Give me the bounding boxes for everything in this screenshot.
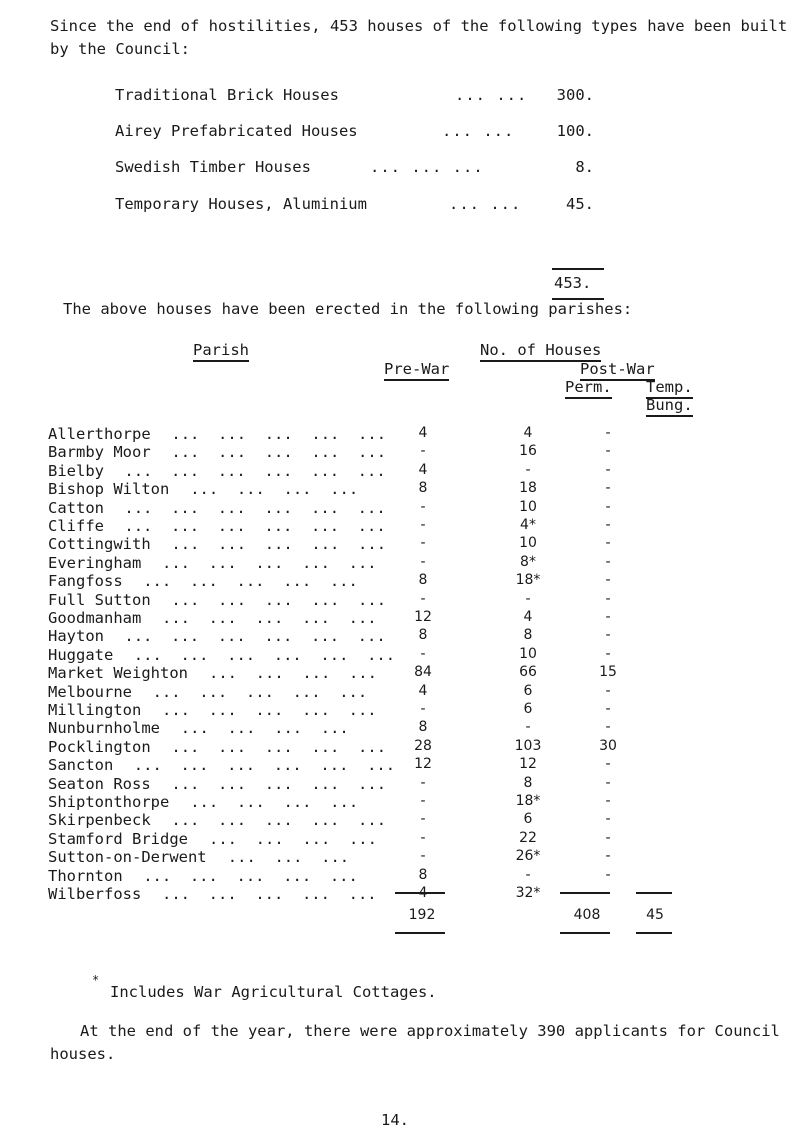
leader-dots: ... ... ... ... ... ... (124, 517, 386, 535)
parish-name: Catton (48, 498, 104, 517)
parish-name: Huggate (48, 645, 114, 664)
pre-war-count: 84 (414, 664, 432, 681)
post-war-perm-count: 103 (514, 737, 542, 754)
pre-war-count: 8 (418, 719, 428, 736)
post-war-perm-count: 18* (515, 572, 541, 589)
pre-war-count: 4 (418, 425, 428, 441)
pre-war-count: - (420, 701, 426, 717)
post-war-perm-count: 26* (515, 848, 541, 865)
parish-name: Thornton (48, 866, 123, 885)
pre-war-count: 12 (414, 609, 432, 625)
parish-row (48, 462, 748, 480)
house-type-value: 8. (575, 158, 594, 176)
parish-row (48, 848, 748, 866)
parish-row (48, 609, 748, 627)
parish-row (48, 572, 748, 590)
post-war-perm-count: 10 (519, 535, 537, 552)
parish-row (48, 517, 748, 535)
pre-war-count: 8 (418, 627, 428, 644)
parish-name: Sancton (48, 756, 114, 775)
leader-dots: ... ... ... ... ... ... (124, 461, 386, 480)
pre-war-count: - (420, 793, 426, 809)
col-header-temp (646, 378, 693, 396)
parishes-intro: The above houses have been erected in the following parishes: (63, 300, 633, 318)
post-war-perm-count: 6 (523, 811, 533, 828)
parish-row (48, 554, 748, 572)
leader-dots: ... ... ... ... ... (143, 866, 358, 885)
post-war-perm-count: 66 (519, 664, 537, 681)
post-war-perm-count: 18* (515, 793, 541, 809)
house-type-label: Swedish Timber Houses (115, 158, 311, 176)
col-header-perm (565, 378, 612, 396)
house-type-row (115, 122, 594, 144)
page-number: 14. (381, 1111, 409, 1129)
totals-rule-perm-top (560, 892, 610, 894)
footnote: Includes War Agricultural Cottages. (110, 983, 437, 1001)
post-war-temp-count: - (605, 811, 611, 828)
post-war-perm-count: 32* (515, 885, 541, 901)
post-war-temp-count: 30 (599, 737, 617, 754)
house-type-row (115, 195, 594, 217)
post-war-temp-count: - (605, 535, 611, 552)
parish-name: Cottingwith (48, 535, 151, 554)
leader-dots: ... ... ... ... ... (171, 535, 387, 554)
post-war-temp-count: - (605, 682, 611, 699)
parish-name: Bielby (48, 461, 104, 480)
parish-row (48, 646, 748, 664)
leader-dots: ... ... ... ... ... (162, 701, 377, 719)
post-war-temp-count: - (605, 645, 611, 662)
parish-name: Everingham (48, 553, 142, 572)
post-war-temp-count: - (605, 829, 611, 846)
total-perm: 408 (573, 907, 601, 923)
pre-war-count: - (420, 590, 426, 607)
post-war-perm-count: 4 (523, 609, 533, 625)
pre-war-count: 4 (418, 682, 428, 699)
pre-war-count: - (420, 553, 426, 570)
pre-war-count: 8 (418, 866, 428, 883)
parish-row (48, 719, 748, 737)
leader-dots: ... ... ... ... ... (171, 811, 387, 830)
col-header-parish-text: Parish (193, 341, 249, 362)
parish-row (48, 535, 748, 553)
parish-name: Millington (48, 701, 142, 719)
parish-row (48, 811, 748, 829)
post-war-temp-count: - (605, 627, 611, 644)
post-war-temp-count: - (605, 866, 611, 883)
col-header-bung (646, 396, 693, 414)
totals-rule-pre-bottom (395, 932, 445, 934)
house-type-value: 45. (566, 195, 594, 213)
parish-name: Nunburnholme (48, 719, 160, 738)
post-war-perm-count: 8 (523, 774, 533, 791)
leader-dots: ... ... ... ... ... (171, 443, 387, 462)
parish-row (48, 683, 748, 701)
post-war-temp-count: - (605, 461, 611, 478)
leader-dots: ... ... (442, 122, 515, 140)
leader-dots: ... ... ... ... ... ... (133, 756, 396, 775)
post-war-temp-count: - (605, 553, 611, 570)
pre-war-count: 4 (418, 461, 428, 478)
post-war-perm-count: - (525, 866, 531, 883)
col-header-no-houses-text: No. of Houses (480, 341, 601, 362)
parish-row (48, 830, 748, 848)
parish-name: Goodmanham (48, 609, 142, 627)
post-war-perm-count: 12 (519, 756, 537, 773)
parish-name: Market Weighton (48, 664, 188, 683)
post-war-perm-count: - (525, 719, 531, 736)
post-war-temp-count: - (605, 701, 611, 717)
parish-name: Wilberfoss (48, 885, 142, 903)
post-war-temp-count: - (605, 590, 611, 607)
totals-rule-perm-bottom (560, 932, 610, 934)
post-war-temp-count: - (605, 498, 611, 515)
pre-war-count: - (420, 848, 426, 865)
total-temp: 45 (646, 907, 664, 923)
pre-war-count: - (420, 774, 426, 791)
parish-name: Skirpenbeck (48, 811, 151, 830)
leader-dots: ... ... ... ... ... ... (133, 645, 396, 664)
leader-dots: ... ... ... ... ... (162, 885, 377, 903)
totals-rule-temp-top (636, 892, 672, 894)
post-war-temp-count: - (605, 793, 611, 809)
col-header-no-houses (480, 341, 601, 359)
leader-dots: ... ... ... ... ... ... (124, 498, 386, 517)
post-war-temp-count: - (605, 572, 611, 589)
pre-war-count: 8 (418, 572, 428, 589)
parish-row (48, 775, 748, 793)
post-war-perm-count: 6 (523, 682, 533, 699)
post-war-temp-count: - (605, 719, 611, 736)
intro-paragraph: Since the end of hostilities, 453 houses of the following types have been built by the Council: (50, 17, 788, 58)
pre-war-count: - (420, 645, 426, 662)
house-type-label: Airey Prefabricated Houses (115, 122, 358, 140)
post-war-temp-count: - (605, 756, 611, 773)
leader-dots: ... ... ... ... ... (162, 609, 377, 627)
totals-rule-temp-bottom (636, 932, 672, 934)
col-header-parish (193, 341, 249, 359)
col-header-bung-text: Bung. (646, 396, 693, 417)
parish-row (48, 425, 748, 443)
parish-row (48, 885, 748, 903)
house-type-value: 300. (556, 86, 594, 104)
parish-row (48, 793, 748, 811)
post-war-perm-count: 4* (520, 517, 536, 533)
house-total: 453. (554, 274, 592, 292)
parish-row (48, 627, 748, 645)
pre-war-count: - (420, 535, 426, 552)
pre-war-count: - (420, 443, 426, 460)
parish-name: Fangfoss (48, 572, 123, 591)
totals-rule-pre-top (395, 892, 445, 894)
leader-dots: ... ... ... ... ... (171, 737, 387, 756)
house-type-label: Traditional Brick Houses (115, 86, 339, 104)
col-header-pre-war-text: Pre-War (384, 360, 449, 381)
post-war-temp-count: - (605, 609, 611, 625)
parish-name: Shiptonthorpe (48, 793, 170, 811)
leader-dots: ... ... ... ... ... (162, 553, 377, 572)
parish-name: Melbourne (48, 682, 132, 701)
parish-row (48, 591, 748, 609)
col-header-post-war-text: Post-War (580, 360, 655, 381)
parish-row (48, 701, 748, 719)
parish-name: Pocklington (48, 737, 151, 756)
leader-dots: ... ... ... ... ... (171, 425, 387, 443)
post-war-perm-count: 10 (519, 645, 537, 662)
parish-row (48, 480, 748, 498)
pre-war-count: - (420, 829, 426, 846)
col-header-temp-text: Temp. (646, 378, 693, 399)
post-war-temp-count: - (605, 425, 611, 441)
pre-war-count: - (420, 811, 426, 828)
leader-dots: ... ... ... ... ... (171, 774, 387, 793)
pre-war-count: - (420, 498, 426, 515)
house-type-row (115, 86, 594, 108)
post-war-temp-count: - (605, 885, 611, 901)
post-war-perm-count: 4 (523, 425, 533, 441)
house-type-value: 100. (556, 122, 594, 140)
col-header-post-war (580, 360, 655, 378)
leader-dots: ... ... (455, 86, 528, 104)
parish-row (48, 664, 748, 682)
leader-dots: ... ... ... (370, 158, 484, 176)
post-war-perm-count: 6 (523, 701, 533, 717)
parish-row (48, 756, 748, 774)
post-war-perm-count: 8* (520, 553, 536, 570)
pre-war-count: 8 (418, 480, 428, 497)
leader-dots: ... ... (449, 195, 522, 213)
parish-name: Seaton Ross (48, 774, 151, 793)
post-war-temp-count: - (605, 517, 611, 533)
parish-row (48, 738, 748, 756)
leader-dots: ... ... ... ... ... (171, 590, 387, 609)
total-pre-war: 192 (408, 907, 436, 923)
leader-dots: ... ... ... ... ... ... (124, 627, 386, 646)
post-war-temp-count: - (605, 480, 611, 497)
parish-name: Barmby Moor (48, 443, 151, 462)
leader-dots: ... ... ... ... (209, 664, 377, 683)
post-war-temp-count: - (605, 848, 611, 865)
leader-dots: ... ... ... ... (209, 829, 377, 848)
parish-name: Full Sutton (48, 590, 151, 609)
parish-row (48, 499, 748, 517)
post-war-perm-count: 18 (519, 480, 537, 497)
parish-name: Hayton (48, 627, 104, 646)
footnote-marker: * (92, 973, 100, 987)
post-war-temp-count: - (605, 443, 611, 460)
post-war-perm-count: - (525, 590, 531, 607)
post-war-temp-count: 15 (599, 664, 617, 681)
closing-paragraph: At the end of the year, there were approximately 390 applicants for Council houses. (50, 1022, 780, 1063)
col-header-perm-text: Perm. (565, 378, 612, 399)
pre-war-count: 12 (414, 756, 432, 773)
parish-name: Cliffe (48, 517, 104, 535)
pre-war-count: 28 (414, 737, 432, 754)
leader-dots: ... ... ... ... (190, 793, 359, 811)
leader-dots: ... ... ... ... ... (152, 682, 368, 701)
post-war-perm-count: 22 (519, 829, 537, 846)
parish-name: Allerthorpe (48, 425, 151, 443)
post-war-perm-count: - (525, 461, 531, 478)
house-type-label: Temporary Houses, Aluminium (115, 195, 367, 213)
leader-dots: ... ... ... ... ... (143, 572, 358, 591)
parish-name: Sutton-on-Derwent (48, 848, 207, 867)
post-war-perm-count: 16 (519, 443, 537, 460)
leader-dots: ... ... ... ... (190, 480, 359, 499)
parish-row (48, 867, 748, 885)
house-type-row (115, 158, 594, 180)
post-war-perm-count: 10 (519, 498, 537, 515)
parish-name: Bishop Wilton (48, 480, 170, 499)
pre-war-count: - (420, 517, 426, 533)
parish-name: Stamford Bridge (48, 829, 188, 848)
col-header-pre-war (384, 360, 449, 378)
leader-dots: ... ... ... (227, 848, 350, 867)
parish-row (48, 443, 748, 461)
total-rule-top (552, 268, 604, 270)
leader-dots: ... ... ... ... (180, 719, 349, 738)
post-war-temp-count: - (605, 774, 611, 791)
pre-war-count: 4 (418, 885, 428, 901)
post-war-perm-count: 8 (523, 627, 533, 644)
